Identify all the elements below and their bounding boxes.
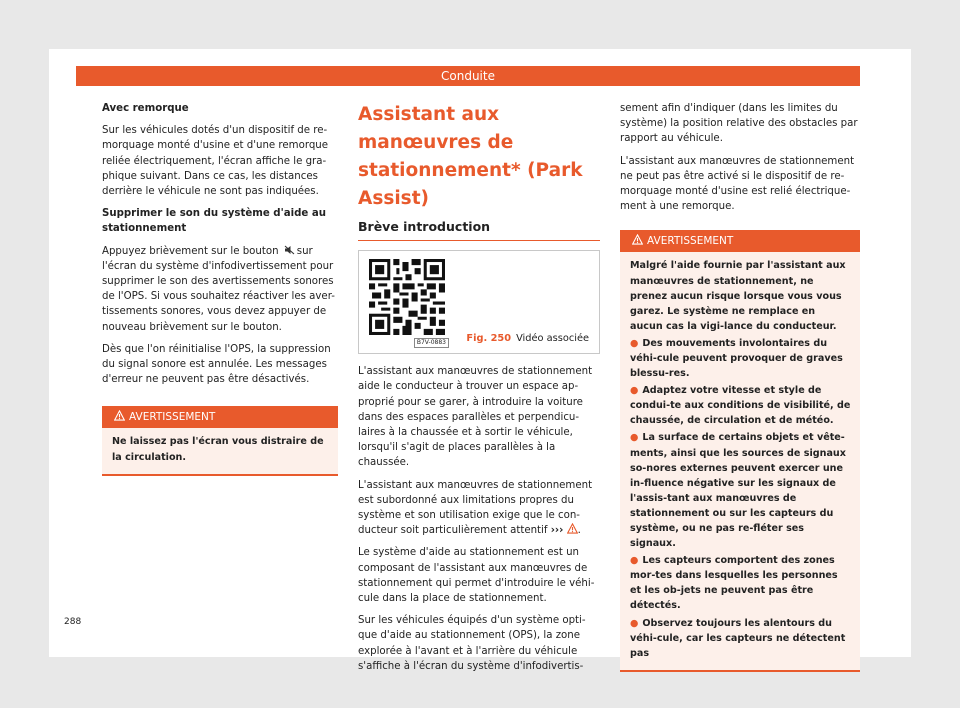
warning-box [102, 406, 338, 475]
column-1 [102, 101, 338, 476]
warning-header: AVERTISSEMENT [620, 230, 860, 252]
warning-bullet: ● La surface de certains objets et vête-ments, ainsi que les sources de signaux so-nores externes peuvent exercer une in-fluence négative sur les signaux de l'assis-tant aux manœuvres de stationnement ou sur les capteurs du système, ou ne pas re-fléter ses signaux. [630, 432, 846, 550]
paragraph-limits: L'assistant aux manœuvres de stationnement est subordonné aux limitations propres du système et son utilisation exige que le con-ducteur soit particulièrement attentif ››› . [358, 479, 593, 537]
mute-speaker-icon [284, 245, 295, 255]
warning-bullet: ● Des mouvements involontaires du véhi-cule peuvent provoquer de graves blessu-res. [630, 337, 843, 380]
paragraph-trailer: Sur les véhicules dotés d'un dispositif de re-morquage monté d'usine et d'une remorque reliée électriquement, l'écran affiche le gra-phique suivant. Dans ce cas, les distances derrière le véhicule ne sont pas indiquées. [102, 125, 329, 198]
warning-header: AVERTISSEMENT [102, 406, 338, 428]
warning-box-2 [620, 230, 860, 671]
qr-code-image [369, 259, 445, 335]
warning-triangle-icon[interactable] [567, 523, 578, 534]
page-number: 288 [64, 617, 82, 627]
figure-caption: Fig. 250 Vidéo associée [466, 333, 589, 344]
section-header: Conduite [76, 66, 860, 86]
warning-bullet: ● Adaptez votre vitesse et style de condui-te aux conditions de visibilité, de chaussée, de circulation et de météo. [630, 385, 851, 427]
paragraph-component: Le système d'aide au stationnement est un composant de l'assistant aux manœuvres de stationnement qui permet d'introduire le véhi-cule dans la place de stationnement. [358, 547, 595, 605]
column-3 [620, 101, 860, 672]
paragraph-reset: Dès que l'on réinitialise l'OPS, la suppression du signal sonore est annulée. Les messages d'erreur ne peuvent pas être désactivés. [102, 343, 331, 386]
paragraph-trailer-limit: L'assistant aux manœuvres de stationnement ne peut pas être activé si le dispositif de re-morquage monté d'usine est relié électrique-ment à une remorque. [620, 155, 855, 213]
subsection-title: Brève introduction [358, 219, 600, 241]
section-title: Assistant aux manœuvres de stationnement* (Park Assist) [358, 104, 583, 209]
warning-body: Ne laissez pas l'écran vous distraire de la circulation. [102, 428, 338, 473]
figure-box [358, 250, 600, 354]
figure-code: B7V-0883 [414, 338, 449, 348]
heading-mute: Supprimer le son du système d'aide au stationnement [102, 208, 326, 235]
paragraph-intro: L'assistant aux manœuvres de stationnement aide le conducteur à trouver un espace ap-proprié pour se garer, à introduire la voiture dans des espaces parallèles et perpendicu-laires à la chaussée et à sortir le véhicule, lorsqu'il s'agit de places parallèles à la chaussée. [358, 366, 593, 469]
heading-trailer: Avec remorque [102, 103, 189, 114]
warning-triangle-icon [632, 234, 643, 245]
paragraph-ops: Sur les véhicules équipés d'un système opti-que d'aide au stationnement (OPS), la zone explorée à l'avant et à l'arrière du véhicule s'affiche à l'écran du système d'infodivertis- [358, 615, 586, 672]
warning-body: Malgré l'aide fournie par l'assistant aux manœuvres de stationnement, ne prenez aucun risque lorsque vous vous garez. Le système ne remplace en aucun cas la vigi-lance du conducteur. ● Des mouvements involontaires du véhi-cule peuvent provoquer de graves blessu-res. ● Adaptez votre vitesse et style de condui-te aux conditions de visibilité, de chaussée, de circulation et de météo. ● La surface de certains objets et vête-ments, ainsi que les sources de signaux so-nores externes peuvent exercer une in-fluence négative sur les signaux de l'assis-tant aux manœuvres de stationnement ou sur les capteurs du système, ou ne pas re-fléter ses signaux. ● Les capteurs comportent des zones mor-tes dans lesquelles les personnes et les ob-jets ne peuvent pas être détectés. ● Observez toujours les alentours du véhi-cule, car les capteurs ne détectent pas [620, 252, 860, 669]
warning-triangle-icon [114, 410, 125, 421]
column-2 [358, 101, 600, 681]
qr-code[interactable] [363, 256, 451, 350]
paragraph-continued: sement afin d'indiquer (dans les limites du système) la position relative des obstacles par rapport au véhicule. [620, 103, 858, 145]
warning-bullet: ● Observez toujours les alentours du véhi-cule, car les capteurs ne détectent pas [630, 617, 846, 659]
paragraph-mute: Appuyez brièvement sur le bouton sur l'écran du système d'infodivertissement pour supprimer le son des avertissements sonores de l'OPS. Si vous souhaitez réactiver les aver-tissements sonores, vous devez appuyer de nouveau brièvement sur le bouton. [102, 245, 335, 333]
warning-bullet: ● Les capteurs comportent des zones mor-tes dans lesquelles les personnes et les ob-jets ne peuvent pas être détectés. [630, 555, 838, 612]
